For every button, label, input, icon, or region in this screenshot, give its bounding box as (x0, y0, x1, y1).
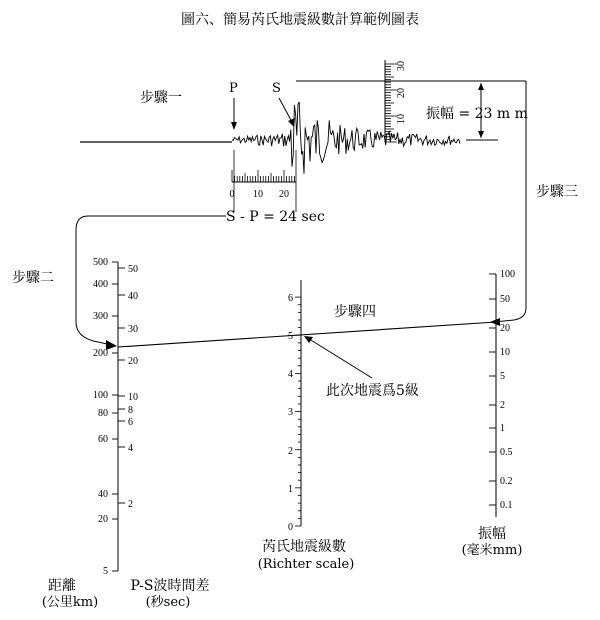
sp-readout: S - P = 24 sec (226, 209, 325, 225)
amplitude-scale (489, 269, 515, 511)
magnitude-unit: (Richter scale) (257, 557, 355, 572)
amplitude-tick-label: 100 (500, 269, 515, 280)
amplitude-title: 振幅 (478, 526, 506, 542)
magnitude-tick-label: 2 (288, 446, 293, 457)
distance-unit: (公里km) (41, 595, 99, 610)
nomogram-line (118, 322, 496, 347)
amplitude-arrow-down (478, 131, 484, 138)
sp-tick-label: 8 (128, 405, 133, 416)
amplitude-tick-label: 10 (500, 347, 510, 358)
s-arrow (279, 98, 292, 122)
amplitude-tick-label: 5 (500, 371, 505, 382)
amplitude-tick-label: 1 (500, 423, 505, 434)
magnitude-tick-label: 6 (288, 293, 293, 304)
distance-tick-label: 500 (93, 257, 108, 268)
s-arrowhead (288, 118, 295, 127)
step2-label: 步驟二 (12, 270, 54, 286)
annotation-leader (306, 337, 372, 378)
time-ruler-ticks (232, 170, 294, 182)
amplitude-readout: 振幅 = 23 m m (426, 106, 528, 122)
magnitude-tick-label: 3 (288, 407, 293, 418)
distance-scale (93, 257, 118, 577)
sp-tick-label: 10 (128, 392, 138, 403)
sp-tick-label: 40 (128, 291, 138, 302)
magnitude-tick-label: 0 (288, 522, 293, 533)
distance-tick-label: 300 (93, 311, 108, 322)
amplitude-tick-label: 0.5 (500, 447, 513, 458)
sp-tick-label: 20 (128, 356, 138, 367)
sp-tick-label: 30 (128, 324, 138, 335)
magnitude-title: 芮氏地震級數 (262, 539, 346, 555)
figure-title: 圖六、簡易芮氏地震級數計算範例圖表 (181, 12, 419, 28)
sp-tick-label: 50 (128, 264, 138, 275)
distance-tick-label: 5 (103, 566, 108, 577)
step1-label: 步驟一 (140, 90, 182, 106)
distance-tick-label: 100 (93, 390, 108, 401)
step4-label: 步驟四 (334, 304, 376, 320)
amplitude-tick-label: 2 (500, 400, 505, 411)
step3-label: 步驟三 (536, 184, 578, 200)
distance-tick-label: 40 (98, 489, 108, 500)
amplitude-tick-label: 0.1 (500, 500, 513, 511)
amplitude-tick-label: 20 (500, 323, 510, 334)
sp-tick-label: 6 (128, 417, 133, 428)
time-tick-0: 0 (229, 189, 235, 200)
seismogram (80, 60, 528, 225)
amp-tick-20: 20 (396, 88, 407, 98)
magnitude-scale (288, 293, 301, 533)
sp-time-title: P-S波時間差 (130, 578, 210, 594)
distance-tick-label: 80 (98, 408, 108, 419)
annotation-text: 此次地震爲5級 (326, 383, 419, 399)
time-tick-20: 20 (279, 189, 289, 200)
amplitude-ruler-ticks (385, 64, 397, 142)
s-wave-label: S (272, 81, 281, 96)
distance-tick-label: 400 (93, 279, 108, 290)
amp-tick-30: 30 (396, 61, 407, 71)
p-wave-label: P (229, 81, 238, 96)
sp-time-unit: (秒sec) (145, 595, 191, 610)
magnitude-tick-label: 4 (288, 369, 293, 380)
distance-tick-label: 200 (93, 348, 108, 359)
sp-tick-label: 2 (128, 499, 133, 510)
amp-tick-10: 10 (396, 114, 407, 124)
annotation-arrowhead (304, 336, 313, 343)
time-tick-10: 10 (253, 189, 263, 200)
magnitude-tick-label: 1 (288, 484, 293, 495)
sp-time-scale (118, 264, 138, 510)
distance-tick-label: 20 (98, 514, 108, 525)
amplitude-tick-label: 0.2 (500, 476, 513, 487)
amplitude-unit: (毫米mm) (461, 543, 523, 558)
distance-title: 距離 (48, 578, 76, 594)
distance-tick-label: 60 (98, 434, 108, 445)
sp-tick-label: 4 (128, 443, 133, 454)
p-arrowhead (231, 122, 237, 130)
amplitude-tick-label: 50 (500, 294, 510, 305)
magnitude-tick-label: 5 (288, 331, 293, 342)
amplitude-arrow-up (478, 83, 484, 90)
